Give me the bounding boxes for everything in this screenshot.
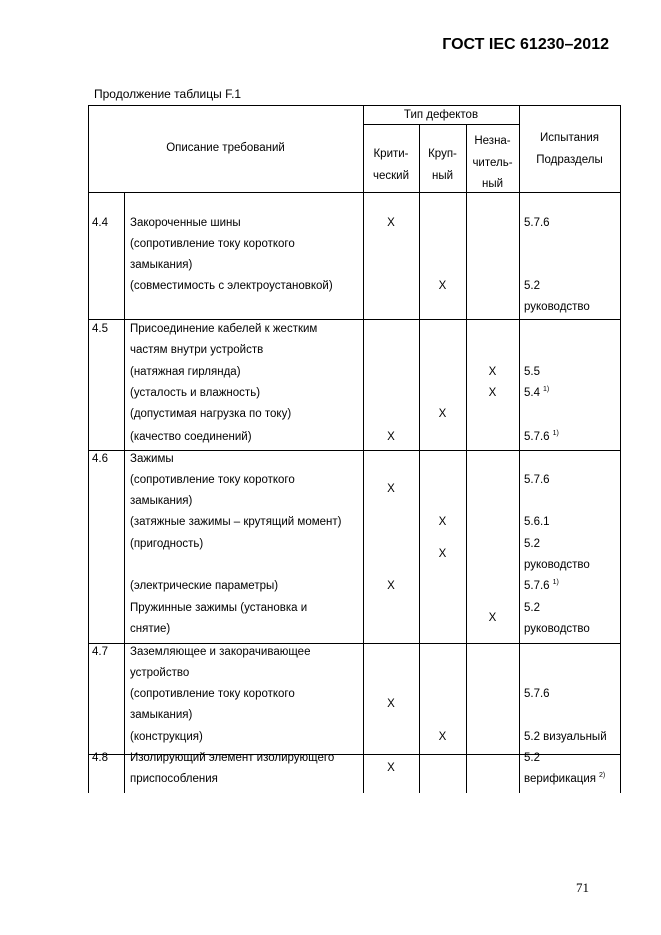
requirement-text: устройство: [130, 667, 190, 679]
requirement-text: (сопротивление току короткого: [130, 474, 295, 486]
header-tests: Подразделы: [536, 154, 603, 166]
requirement-text: (сопротивление току короткого: [130, 688, 295, 700]
test-subsection: руководство: [524, 301, 590, 313]
test-subsection: 5.5: [524, 366, 540, 378]
test-subsection: 5.4 $^{1)}$: [524, 386, 550, 399]
header-minor: Незна-: [474, 135, 511, 147]
major-column-border: [466, 124, 467, 793]
test-subsection: 5.7.6: [524, 217, 550, 229]
requirement-text: Изолирующий элемент изолирующего: [130, 752, 335, 764]
test-subsection: 5.6.1: [524, 516, 550, 528]
header-bottom-border: [88, 192, 621, 193]
row-number: 4.4: [92, 217, 108, 229]
table-caption: Продолжение таблицы F.1: [94, 87, 242, 101]
requirement-text: Присоединение кабелей к жестким: [130, 323, 318, 335]
critical-mark: X: [387, 483, 395, 495]
row-number: 4.7: [92, 646, 108, 658]
document-title: ГОСТ IEC 61230–2012: [442, 36, 609, 53]
test-subsection: 5.7.6: [524, 474, 550, 486]
description-column-border: [363, 105, 364, 793]
test-subsection: 5.2 визуальный: [524, 731, 607, 743]
row-number: 4.6: [92, 453, 108, 465]
requirement-text: замыкания): [130, 709, 193, 721]
critical-mark: X: [387, 698, 395, 710]
minor-mark: X: [488, 366, 497, 378]
test-subsection: руководство: [524, 623, 590, 635]
requirement-text: (сопротивление току короткого: [130, 238, 295, 250]
requirement-text: (допустимая нагрузка по току): [130, 408, 292, 420]
row-divider: [88, 450, 621, 451]
row-number: 4.5: [92, 323, 108, 335]
num-column-border: [124, 192, 125, 793]
minor-mark: X: [488, 612, 497, 624]
requirement-text: (электрические параметры): [130, 580, 279, 592]
footnote-ref: 2): [599, 772, 606, 780]
requirement-text: замыкания): [130, 259, 193, 271]
table-top-border: [88, 105, 621, 106]
major-mark: X: [438, 280, 447, 292]
requirements-table: [88, 105, 621, 793]
requirement-text: приспособления: [130, 773, 218, 785]
row-number: 4.8: [92, 752, 108, 764]
test-subsection: 5.2: [524, 538, 540, 550]
test-subsection: 5.2: [524, 602, 540, 614]
requirement-text: частям внутри устройств: [130, 344, 264, 356]
table-left-border: [88, 105, 89, 793]
header-major: ный: [431, 170, 454, 182]
requirement-text: снятие): [130, 623, 171, 635]
requirement-text: (конструкция): [130, 731, 203, 743]
minor-column-border: [519, 105, 520, 793]
requirement-text: (совместимость с электроустановкой): [130, 280, 333, 292]
critical-mark: X: [387, 217, 395, 229]
requirement-text: (натяжная гирлянда): [130, 366, 241, 378]
critical-column-border: [419, 124, 420, 793]
header-description: Описание требований: [166, 142, 285, 154]
critical-mark: X: [387, 431, 395, 443]
test-subsection: 5.2: [524, 280, 540, 292]
test-subsection: 5.7.6: [524, 688, 550, 700]
requirement-text: Закороченные шины: [130, 217, 241, 229]
header-tests: Испытания: [539, 132, 600, 144]
requirement-text: Зажимы: [130, 453, 174, 465]
requirement-text: замыкания): [130, 495, 193, 507]
header-major: Круп-: [428, 148, 457, 160]
header-defect-type: Тип дефектов: [403, 109, 479, 121]
row-divider: [88, 643, 621, 644]
row-divider: [88, 319, 621, 320]
footnote-ref: 1): [552, 430, 559, 438]
test-subsection: 5.2: [524, 752, 540, 764]
header-minor: читель-: [472, 157, 513, 169]
footnote-ref: 1): [552, 579, 559, 587]
header-critical: ческий: [372, 170, 410, 182]
test-subsection: руководство: [524, 559, 590, 571]
header-minor: ный: [481, 178, 504, 190]
footnote-ref: 1): [543, 386, 550, 394]
requirement-text: Заземляющее и закорачивающее: [130, 646, 311, 658]
major-mark: X: [438, 731, 447, 743]
major-mark: X: [438, 516, 447, 528]
header-critical: Крити-: [373, 148, 409, 160]
requirement-text: (усталость и влажность): [130, 387, 261, 399]
page-number: 71: [576, 880, 589, 895]
requirement-text: (пригодность): [130, 538, 204, 550]
major-mark: X: [438, 548, 447, 560]
critical-mark: X: [387, 580, 395, 592]
critical-mark: X: [387, 762, 395, 774]
requirement-text: (качество соединений): [130, 431, 252, 443]
requirement-text: Пружинные зажимы (установка и: [130, 602, 308, 614]
test-subsection: 5.7.6 $^{1)}$: [524, 579, 559, 592]
requirement-text: (затяжные зажимы – крутящий момент): [130, 516, 342, 528]
defect-header-divider: [363, 124, 519, 125]
major-mark: X: [438, 408, 447, 420]
minor-mark: X: [488, 387, 497, 399]
test-subsection: верификация $^{2)}$: [524, 772, 606, 785]
table-right-border: [620, 105, 621, 793]
test-subsection: 5.7.6 $^{1)}$: [524, 430, 559, 443]
